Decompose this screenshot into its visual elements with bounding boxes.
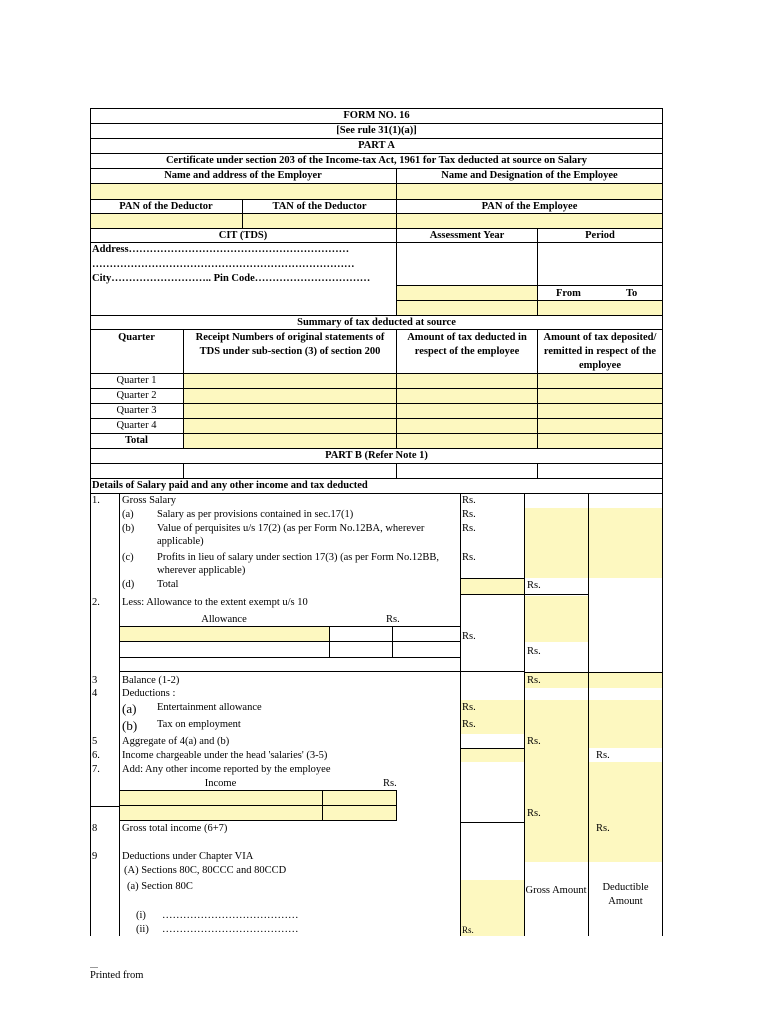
address-line-2: ………………………………………………………………… xyxy=(92,259,355,270)
gross-total-label: Gross total income (6+7) xyxy=(122,823,228,834)
employer-name-label: Name and address of the Employer xyxy=(164,170,322,181)
rs-label: Rs. xyxy=(462,631,476,642)
rs-label: Rs. xyxy=(383,778,397,789)
item-3-number: 3 xyxy=(92,675,98,686)
cit-tds-label: CIT (TDS) xyxy=(218,230,268,241)
item-8-number: 8 xyxy=(92,823,98,834)
income-header: Income xyxy=(204,778,237,789)
item-9-number: 9 xyxy=(92,851,98,862)
rs-label: Rs. xyxy=(462,509,476,520)
item-7-number: 7. xyxy=(92,764,100,775)
balance-fill[interactable] xyxy=(524,672,662,688)
gross-amount-header: Gross Amount xyxy=(525,885,587,896)
quarter-column-header: Quarter xyxy=(118,332,155,343)
item-4a-number: (a) xyxy=(122,701,137,716)
item-i-blank: ………………………………… xyxy=(162,910,299,921)
part-a-title: PART A xyxy=(358,140,395,151)
entertainment-allowance-label: Entertainment allowance xyxy=(157,702,262,713)
period-from-label: From xyxy=(556,288,581,299)
assessment-year-field[interactable] xyxy=(397,286,537,300)
rs-label: Rs. xyxy=(596,823,610,834)
profits-in-lieu-label-2: wherever applicable) xyxy=(157,565,246,576)
rs-label: Rs. xyxy=(527,646,541,657)
gross-total-fill[interactable] xyxy=(524,822,662,862)
employee-name-field[interactable] xyxy=(397,184,662,199)
summary-title: Summary of tax deducted at source xyxy=(297,317,456,328)
allowance-fill[interactable] xyxy=(119,627,329,641)
deductible-header-2: Amount xyxy=(608,896,643,907)
item-ii-blank: ………………………………… xyxy=(162,924,299,935)
pan-employee-label: PAN of the Employee xyxy=(481,201,578,212)
item-5-number: 5 xyxy=(92,736,98,747)
address-line: Address……………………………………………………… xyxy=(92,244,350,255)
total-label: Total xyxy=(157,579,179,590)
add-other-income-label: Add: Any other income reported by the employee xyxy=(122,764,331,775)
gross-salary-fill[interactable] xyxy=(524,508,662,578)
tax-on-employment-label: Tax on employment xyxy=(157,719,241,730)
aggregate-label: Aggregate of 4(a) and (b) xyxy=(122,736,230,747)
item-4b-number: (b) xyxy=(122,718,138,733)
item-1a-number: (a) xyxy=(122,509,134,520)
less-allowance-fill[interactable] xyxy=(524,596,588,642)
rs-label: Rs. xyxy=(527,808,541,819)
employer-name-field[interactable] xyxy=(90,184,396,199)
quarter-1-label: Quarter 1 xyxy=(116,375,157,386)
gross-salary-label: Gross Salary xyxy=(122,495,176,506)
other-income-fill[interactable] xyxy=(524,762,662,822)
period-to-label: To xyxy=(626,288,638,299)
certificate-title: Certificate under section 203 of the Income-tax Act, 1961 for Tax deducted at source on Salary xyxy=(165,155,588,166)
less-allowance-label: Less: Allowance to the extent exempt u/s 10 xyxy=(122,597,308,608)
deposit-header-2: remitted in respect of the xyxy=(543,346,657,357)
income-chargeable-label: Income chargeable under the head 'salaries' (3-5) xyxy=(122,750,328,761)
section-80c-label: (a) Section 80C xyxy=(127,881,193,892)
aggregate-fill[interactable] xyxy=(524,700,662,748)
rs-label: Rs. xyxy=(596,750,610,761)
amount-header-2: respect of the employee xyxy=(414,346,520,357)
receipt-header-2: TDS under sub-section (3) of section 200 xyxy=(199,346,381,357)
amount-header-1: Amount of tax deducted in xyxy=(407,332,527,343)
item-1c-number: (c) xyxy=(122,552,134,563)
deductions-label: Deductions : xyxy=(122,688,176,699)
period-label: Period xyxy=(585,230,615,241)
quarter-total-label: Total xyxy=(125,435,148,446)
salary-17-1-label: Salary as per provisions contained in sec.17(1) xyxy=(157,509,354,520)
pan-deductor-label: PAN of the Deductor xyxy=(119,201,213,212)
deposit-header-1: Amount of tax deposited/ xyxy=(543,332,657,343)
printed-from-footer: Printed from xyxy=(90,970,144,981)
quarter-4-label: Quarter 4 xyxy=(116,420,157,431)
rs-label: Rs. xyxy=(462,925,474,935)
deductible-header-1: Deductible xyxy=(602,882,649,893)
rs-label: Rs. xyxy=(462,719,476,730)
quarter-2-label: Quarter 2 xyxy=(116,390,157,401)
rs-label: Rs. xyxy=(386,614,400,625)
item-6-number: 6. xyxy=(92,750,100,761)
receipt-header-1: Receipt Numbers of original statements of xyxy=(195,332,385,343)
rs-label: Rs. xyxy=(462,552,476,563)
period-fields[interactable] xyxy=(538,301,662,315)
pan-deductor-field[interactable] xyxy=(90,214,242,228)
tan-deductor-field[interactable] xyxy=(243,214,396,228)
item-i-number: (i) xyxy=(136,910,146,921)
rs-label: Rs. xyxy=(462,523,476,534)
rs-label: Rs. xyxy=(527,580,541,591)
details-heading: Details of Salary paid and any other income and tax deducted xyxy=(92,480,368,491)
rs-label: Rs. xyxy=(462,495,476,506)
city-pin-line: City……………………….. Pin Code…………………………… xyxy=(92,273,371,284)
quarters-fill[interactable] xyxy=(184,374,662,448)
sections-80c-label: (A) Sections 80C, 80CCC and 80CCD xyxy=(124,865,287,876)
period-from-field[interactable] xyxy=(397,301,537,315)
perquisites-label-2: applicable) xyxy=(157,536,204,547)
item-1d-number: (d) xyxy=(122,579,135,590)
assessment-year-label: Assessment Year xyxy=(429,230,505,241)
rule-reference: [See rule 31(1)(a)] xyxy=(336,125,417,136)
item-1-number: 1. xyxy=(92,495,100,506)
balance-label: Balance (1-2) xyxy=(122,675,180,686)
form-number: FORM NO. 16 xyxy=(343,110,410,121)
total-fill[interactable] xyxy=(460,578,524,594)
pan-employee-field[interactable] xyxy=(397,214,662,228)
quarter-3-label: Quarter 3 xyxy=(116,405,157,416)
chapter-via-label: Deductions under Chapter VIA xyxy=(122,851,254,862)
rs-label: Rs. xyxy=(527,675,541,686)
item-ii-number: (ii) xyxy=(136,924,149,935)
rs-label: Rs. xyxy=(527,736,541,747)
deposit-header-3: employee xyxy=(579,360,621,371)
employee-name-label: Name and Designation of the Employee xyxy=(441,170,618,181)
part-b-title: PART B (Refer Note 1) xyxy=(325,450,428,461)
profits-in-lieu-label: Profits in lieu of salary under section 17(3) (as per Form No.12BB, xyxy=(157,552,439,563)
rs-label: Rs. xyxy=(462,702,476,713)
item-2-number: 2. xyxy=(92,597,100,608)
item-4-number: 4 xyxy=(92,688,98,699)
perquisites-label: Value of perquisites u/s 17(2) (as per Form No.12BA, wherever xyxy=(157,523,425,534)
footer-divider xyxy=(90,967,98,968)
tan-deductor-label: TAN of the Deductor xyxy=(272,201,367,212)
allowance-header: Allowance xyxy=(201,614,247,625)
item-1b-number: (b) xyxy=(122,523,135,534)
